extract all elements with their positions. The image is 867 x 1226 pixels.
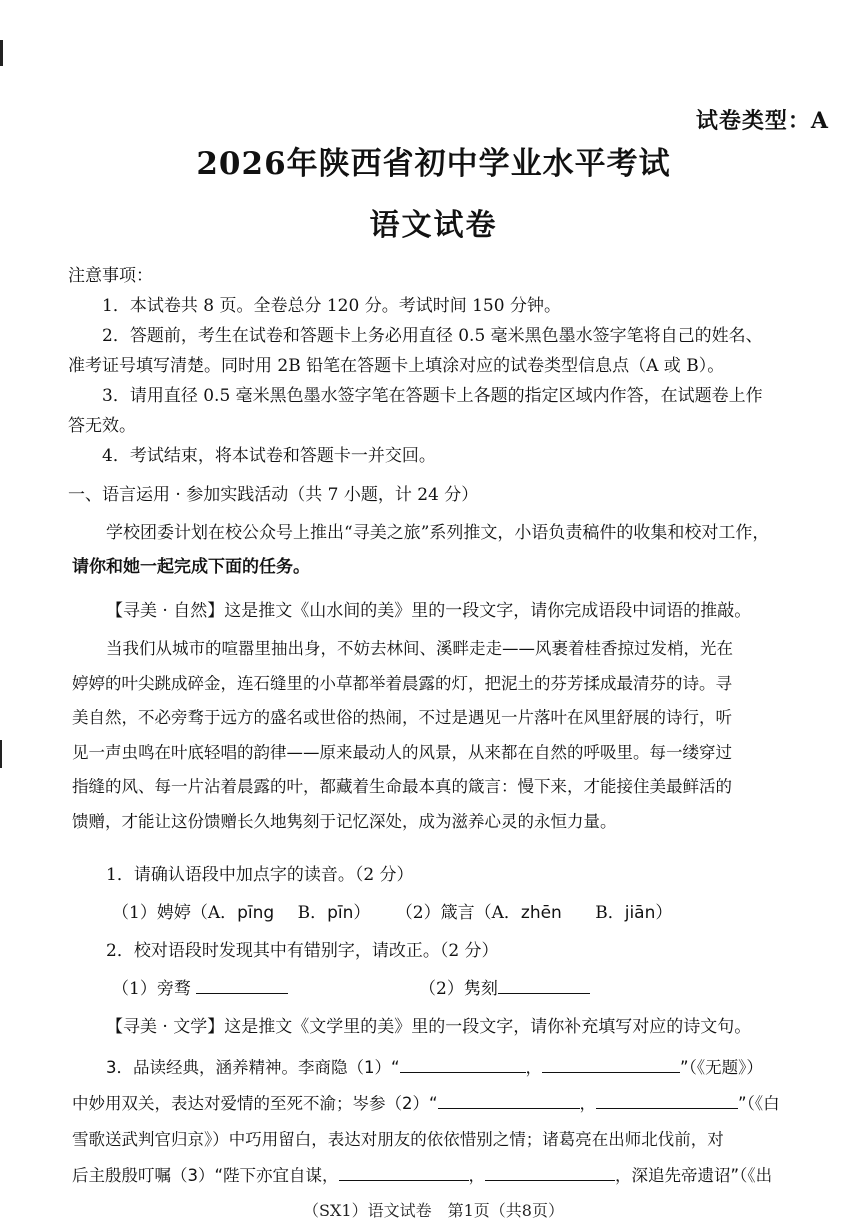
q1-part1-b-label: B．: [297, 903, 328, 923]
page-footer: （SX1）语文试卷 第1页（共8页）: [303, 1201, 564, 1220]
q3-line-3: 雪歌送武判官归京》）中巧用留白，表达对朋友的依依惜别之情；诸葛亮在出师北伐前，对: [72, 1130, 724, 1149]
passage: [72, 632, 831, 839]
passage-line: 见一声虫鸣在叶底轻唱的韵律——原来最动人的风景，从来都在自然的呼吸里。每一缕穿过: [72, 742, 732, 762]
q1-part1-label: （1）娉婷（A．: [112, 903, 238, 923]
passage-line: 美自然，不必旁骛于远方的盛名或世俗的热闹，不过是遇见一片落叶在风里舒展的诗行，听: [72, 708, 732, 727]
intro-line-1: 学校团委计划在校公众号上推出“寻美之旅”系列推文，小语负责稿件的收集和校对工作，: [106, 523, 770, 543]
task-literature-title: 【寻美 · 文学】这是推文《文学里的美》里的一段文字，请你补充填写对应的诗文句。: [106, 1017, 752, 1037]
q3-blank-3b[interactable]: [485, 1160, 615, 1181]
q3-text: ，: [468, 1166, 486, 1185]
q1-part1-option-b: pīn）: [327, 903, 371, 923]
passage-line: 馈赠，才能让这份馈赠长久地隽刻于记忆深处，成为滋养心灵的永恒力量。: [72, 811, 617, 831]
scan-edge-mark: [0, 740, 2, 768]
question-2: 2．校对语段时发现其中有错别字，请改正。（2 分）: [106, 941, 499, 961]
q3-text: ，深追先帝遗诏”（《出: [615, 1166, 773, 1185]
intro-line-2: 请你和她一起完成下面的任务。: [72, 557, 310, 577]
q3-text: 中妙用双关，表达对爱情的至死不渝；岑参（2）“: [72, 1094, 438, 1113]
notes-item-2-cont: 准考证号填写清楚。同时用 2B 铅笔在答题卡上填涂对应的试卷类型信息点（A 或 B）。: [68, 356, 725, 376]
q1-part2-b-label: B．: [595, 903, 625, 923]
q3-text: 3．品读经典，涵养精神。李商隐（1）“: [106, 1058, 400, 1077]
paper-type-label: 试卷类型：A: [695, 108, 829, 134]
q1-part2-label: （2）箴言（A．: [395, 903, 521, 923]
notes-item-1: 1．本试卷共 8 页。全卷总分 120 分。考试时间 150 分钟。: [102, 296, 561, 316]
notes-item-3: 3．请用直径 0.5 毫米黑色墨水签字笔在答题卡上各题的指定区域内作答，在试题卷上作: [102, 386, 763, 406]
passage-line: 当我们从城市的喧嚣里抽出身，不妨去林间、溪畔走走——风裹着桂香掠过发梢，光在: [106, 639, 733, 658]
q1-part2-option-a: zhēn: [520, 903, 562, 923]
scan-edge-mark: [0, 40, 3, 66]
q3-line-4: [72, 1158, 831, 1194]
questions: [72, 856, 831, 1046]
q3-line-1: [72, 1050, 831, 1086]
q2-part1-blank[interactable]: [196, 973, 288, 994]
question-1: 1．请确认语段中加点字的读音。（2 分）: [106, 865, 414, 885]
notes-item-3-cont: 答无效。: [68, 416, 136, 436]
q1-part1-option-a: pīng: [237, 903, 275, 923]
question-3: [72, 1050, 831, 1194]
q3-blank-3a[interactable]: [339, 1160, 469, 1181]
notes-section: [68, 261, 831, 471]
exam-subtitle: 语文试卷: [369, 208, 498, 243]
q3-text: ，: [579, 1094, 597, 1113]
q3-blank-2a[interactable]: [438, 1088, 580, 1109]
q1-part2-option-b: jiān）: [624, 903, 673, 923]
q2-part2-label: （2）隽刻: [419, 979, 498, 999]
q3-text: ”（《白: [738, 1094, 780, 1113]
q2-part1-label: （1）旁骛: [112, 979, 191, 999]
q3-blank-1b[interactable]: [542, 1052, 680, 1073]
question-2-parts: [72, 970, 831, 1008]
exam-title: 2026年陕西省初中学业水平考试: [196, 146, 671, 182]
notes-heading: 注意事项：: [68, 266, 153, 286]
section-1-intro: [72, 516, 831, 628]
q3-blank-1a[interactable]: [400, 1052, 526, 1073]
q3-text: ，: [525, 1058, 543, 1077]
q3-text: ”（《无题》）: [680, 1058, 763, 1077]
q3-blank-2b[interactable]: [596, 1088, 738, 1109]
passage-line: 指缝的风、每一片沾着晨露的叶，都藏着生命最本真的箴言：慢下来，才能接住美最鲜活的: [72, 777, 732, 796]
q2-part2-blank[interactable]: [498, 973, 590, 994]
q3-text: 后主殷殷叮嘱（3）“陛下亦宜自谋，: [72, 1166, 339, 1185]
q3-line-2: [72, 1086, 831, 1122]
passage-line: 婷婷的叶尖跳成碎金，连石缝里的小草都举着晨露的灯，把泥土的芬芳揉成最清芬的诗。寻: [72, 673, 732, 693]
question-1-options: [72, 894, 831, 932]
notes-item-2: 2．答题前，考生在试卷和答题卡上务必用直径 0.5 毫米黑色墨水签字笔将自己的姓名、: [102, 326, 763, 346]
notes-item-4: 4．考试结束，将本试卷和答题卡一并交回。: [102, 446, 436, 466]
section-1: [68, 480, 831, 510]
section-1-heading: 一、语言运用 · 参加实践活动（共 7 小题，计 24 分）: [68, 485, 479, 505]
task-nature-title: 【寻美 · 自然】这是推文《山水间的美》里的一段文字，请你完成语段中词语的推敲。: [106, 601, 752, 621]
